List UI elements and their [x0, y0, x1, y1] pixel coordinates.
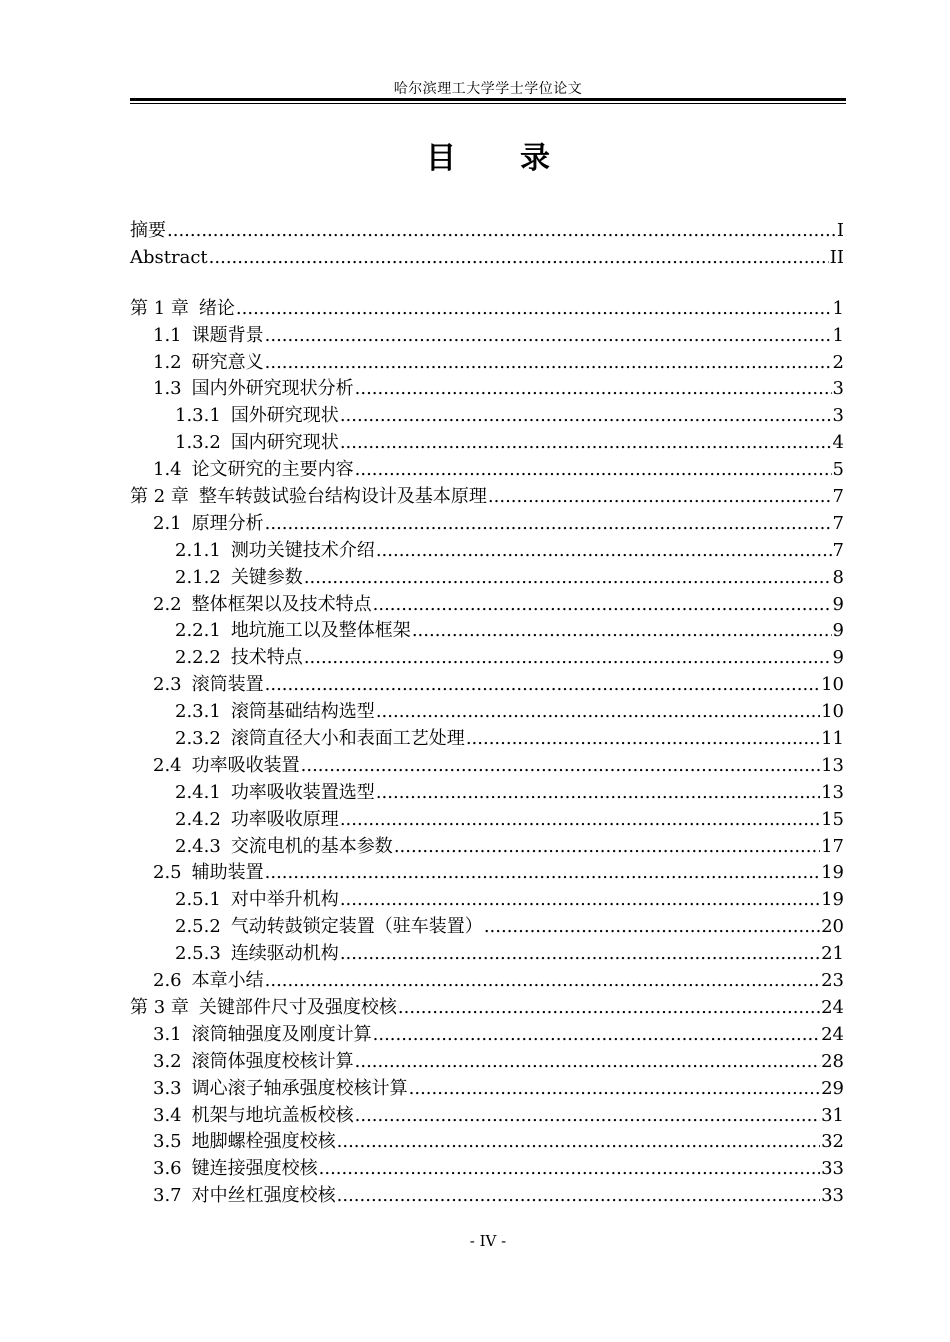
toc-entry[interactable] [130, 834, 844, 861]
toc-entry-text: 交流电机的基本参数 [230, 835, 393, 857]
toc-entry-number: 3.5 [153, 1131, 182, 1153]
toc-page-number: 1 [832, 324, 844, 346]
toc-entry-label [175, 941, 339, 968]
toc-entry-label [153, 457, 354, 484]
toc-leader-dots [355, 457, 832, 484]
toc-entry-label [175, 807, 339, 834]
toc-page-number: 5 [832, 459, 844, 481]
toc-entry[interactable] [130, 457, 844, 484]
toc-entry-number: 2.6 [153, 970, 182, 992]
toc-page-number: 19 [821, 889, 844, 911]
page-number-footer: - IV - [469, 1232, 507, 1250]
toc-leader-dots [265, 323, 832, 350]
toc-entry-text: 滚筒体强度校核计算 [191, 1050, 354, 1072]
toc-entry-number: 2.5.3 [175, 943, 221, 965]
toc-entry-text: 功率吸收装置选型 [230, 781, 375, 803]
toc-leader-dots [319, 1156, 820, 1183]
toc-entry[interactable] [130, 1156, 844, 1183]
toc-entry-number: 2.1.1 [175, 539, 221, 561]
toc-entry-text: 地脚螺栓强度校核 [191, 1131, 336, 1153]
toc-leader-dots [340, 403, 832, 430]
toc-entry-label: Abstract [130, 246, 208, 268]
toc-entry-label [153, 592, 372, 619]
toc-entry[interactable] [130, 430, 844, 457]
toc-entry-text: 论文研究的主要内容 [191, 459, 354, 481]
toc-entry-number: 3.1 [153, 1023, 182, 1045]
toc-page-number: 4 [832, 432, 844, 454]
toc-leader-dots [265, 968, 820, 995]
toc-page-number: 3 [832, 405, 844, 427]
toc-entry-label [175, 538, 375, 565]
header-rule-thick [130, 98, 846, 101]
toc-entry-number: 2.3.2 [175, 728, 221, 750]
header-rule-thin [130, 103, 846, 104]
toc-entry-label [153, 1129, 336, 1156]
toc-entry-text: 对中丝杠强度校核 [191, 1185, 336, 1207]
toc-entry-number: 1.3.2 [175, 432, 221, 454]
toc-entry-number: 2.3 [153, 674, 182, 696]
toc-entry[interactable] [130, 565, 844, 592]
toc-entry-number: 2.4 [153, 754, 182, 776]
table-of-contents [130, 218, 844, 1210]
toc-leader-dots [340, 430, 832, 457]
toc-leader-dots [376, 780, 820, 807]
toc-leader-dots [265, 672, 820, 699]
toc-entry-label [153, 672, 264, 699]
toc-entry-text: 气动转鼓锁定装置（驻车装置） [230, 916, 483, 938]
toc-entry-number: 2.2 [153, 593, 182, 615]
toc-entry-label [175, 645, 303, 672]
toc-entry-text: 连续驱动机构 [230, 943, 339, 965]
toc-entry-number: 1.4 [153, 459, 182, 481]
toc-leader-dots [209, 245, 829, 272]
toc-entry[interactable] [130, 1103, 844, 1130]
toc-entry-text: 国外研究现状 [230, 405, 339, 427]
toc-entry[interactable] [130, 350, 844, 377]
toc-spacer [130, 272, 844, 296]
toc-entry-text: 对中举升机构 [230, 889, 339, 911]
toc-entry-text: 功率吸收装置 [191, 754, 300, 776]
toc-page-number: 7 [832, 539, 844, 561]
toc-entry-number: 2.3.1 [175, 701, 221, 723]
toc-entry-label [153, 1103, 354, 1130]
toc-entry-text: 辅助装置 [191, 862, 264, 884]
toc-leader-dots [265, 511, 832, 538]
toc-leader-dots [167, 218, 836, 245]
toc-entry[interactable] [130, 323, 844, 350]
toc-page-number: 20 [821, 916, 844, 938]
toc-entry-label [153, 1156, 318, 1183]
toc-entry-label [175, 403, 339, 430]
toc-leader-dots [340, 941, 820, 968]
toc-page-number: 17 [821, 835, 844, 857]
toc-leader-dots [355, 1103, 820, 1130]
toc-entry-label [153, 511, 264, 538]
toc-leader-dots [236, 296, 832, 323]
toc-entry-number: 2.1 [153, 512, 182, 534]
toc-entry[interactable] [130, 1129, 844, 1156]
toc-entry-label [153, 1022, 372, 1049]
toc-entry-label [175, 430, 339, 457]
toc-page-number: 24 [821, 1023, 844, 1045]
toc-entry-text: 测功关键技术介绍 [230, 539, 375, 561]
toc-page-number: 8 [832, 566, 844, 588]
toc-entries [130, 296, 844, 1210]
toc-entry-label [175, 914, 483, 941]
toc-page-number: 9 [832, 620, 844, 642]
toc-leader-dots [337, 1129, 820, 1156]
toc-entry[interactable] [130, 726, 844, 753]
toc-entry-text: 整体框架以及技术特点 [191, 593, 372, 615]
toc-entry-number: 3.3 [153, 1077, 182, 1099]
toc-entry[interactable] [130, 618, 844, 645]
toc-leader-dots [340, 887, 820, 914]
toc-leader-dots [466, 726, 820, 753]
toc-entry-number: 3.2 [153, 1050, 182, 1072]
toc-page-number: I [836, 220, 844, 241]
toc-page-number: 2 [832, 351, 844, 373]
toc-page-number: 31 [821, 1104, 844, 1126]
toc-entry-text: 调心滚子轴承强度校核计算 [191, 1077, 408, 1099]
toc-entry-text: 本章小结 [191, 970, 264, 992]
toc-leader-dots [337, 1183, 820, 1210]
toc-entry-text: 关键参数 [230, 566, 303, 588]
toc-page-number: 3 [832, 378, 844, 400]
toc-title-char-1: 目 [426, 141, 456, 176]
toc-entry-number: 2.4.3 [175, 835, 221, 857]
toc-entry-label [175, 834, 393, 861]
toc-entry-number: 2.2.1 [175, 620, 221, 642]
toc-entry[interactable] [130, 403, 844, 430]
toc-entry-label [175, 726, 465, 753]
toc-entry-number: 第 1 章 [130, 297, 189, 319]
toc-entry-label [153, 1183, 336, 1210]
toc-entry-number: 3.6 [153, 1158, 182, 1180]
toc-entry-number: 1.3 [153, 378, 182, 400]
toc-entry-label [153, 968, 264, 995]
toc-entry-number: 1.1 [153, 324, 182, 346]
toc-entry-text: 国内外研究现状分析 [191, 378, 354, 400]
toc-entry[interactable] [130, 1049, 844, 1076]
toc-entry-label [175, 699, 375, 726]
toc-entry-number: 2.1.2 [175, 566, 221, 588]
toc-page-number: 9 [832, 647, 844, 669]
toc-leader-dots [373, 1022, 820, 1049]
toc-entry-number: 2.4.1 [175, 781, 221, 803]
toc-leader-dots [304, 645, 832, 672]
toc-entry-text: 原理分析 [191, 512, 264, 534]
toc-entry-label: 摘要 [130, 220, 166, 241]
toc-entry-number: 2.4.2 [175, 808, 221, 830]
toc-entry[interactable] [130, 538, 844, 565]
toc-leader-dots [301, 753, 820, 780]
toc-entry[interactable] [130, 484, 844, 511]
toc-entry-number: 2.5.1 [175, 889, 221, 911]
toc-entry[interactable] [130, 672, 844, 699]
toc-page-number: 33 [821, 1158, 844, 1180]
toc-page-number: 33 [821, 1185, 844, 1207]
toc-entry-text: 滚筒基础结构选型 [230, 701, 375, 723]
toc-leader-dots [484, 914, 820, 941]
toc-entry-number: 3.4 [153, 1104, 182, 1126]
toc-title [130, 133, 846, 177]
toc-entry[interactable] [130, 1022, 844, 1049]
toc-entry-text: 研究意义 [191, 351, 264, 373]
toc-page-number: 15 [821, 808, 844, 830]
toc-page-number: II [829, 246, 844, 268]
page-header: 哈尔滨理工大学学士学位论文 [393, 81, 583, 97]
toc-entry-label [153, 1076, 408, 1103]
toc-leader-dots [373, 592, 832, 619]
toc-entry-number: 3.7 [153, 1185, 182, 1207]
toc-entry-text: 滚筒直径大小和表面工艺处理 [230, 728, 465, 750]
toc-entry-text: 地坑施工以及整体框架 [230, 620, 411, 642]
toc-entry-label [175, 618, 411, 645]
toc-entry[interactable] [130, 887, 844, 914]
toc-page-number: 32 [821, 1131, 844, 1153]
toc-entry-text: 国内研究现状 [230, 432, 339, 454]
toc-entry-number: 第 2 章 [130, 486, 189, 508]
toc-entry-text: 滚筒装置 [191, 674, 264, 696]
toc-leader-dots [376, 538, 832, 565]
toc-entry-text: 绪论 [198, 297, 235, 319]
toc-page-number: 19 [821, 862, 844, 884]
toc-page-number: 7 [832, 512, 844, 534]
toc-leader-dots [304, 565, 832, 592]
toc-leader-dots [412, 618, 832, 645]
toc-entry-label [130, 995, 397, 1022]
toc-entry[interactable] [130, 1076, 844, 1103]
toc-entry-label [153, 323, 264, 350]
toc-entry[interactable] [130, 968, 844, 995]
toc-page-number: 13 [821, 781, 844, 803]
toc-entry-text: 键连接强度校核 [191, 1158, 318, 1180]
toc-entry[interactable] [130, 699, 844, 726]
toc-entry-text: 课题背景 [191, 324, 264, 346]
toc-entry[interactable] [130, 860, 844, 887]
toc-entry-label [153, 860, 264, 887]
toc-entry[interactable] [130, 376, 844, 403]
toc-entry-text: 关键部件尺寸及强度校核 [198, 996, 397, 1018]
toc-leader-dots [355, 1049, 820, 1076]
toc-entry-abstract-cn[interactable] [130, 218, 844, 245]
toc-entry[interactable] [130, 807, 844, 834]
toc-entry[interactable] [130, 995, 844, 1022]
toc-entry[interactable] [130, 914, 844, 941]
toc-leader-dots [340, 807, 820, 834]
toc-leader-dots [488, 484, 832, 511]
toc-entry[interactable] [130, 645, 844, 672]
toc-page-number: 10 [821, 701, 844, 723]
toc-page-number: 23 [821, 970, 844, 992]
toc-page-number: 21 [821, 943, 844, 965]
toc-page-number: 10 [821, 674, 844, 696]
toc-entry-number: 2.5.2 [175, 916, 221, 938]
toc-entry-text: 功率吸收原理 [230, 808, 339, 830]
toc-page-number: 28 [821, 1050, 844, 1072]
toc-leader-dots [265, 350, 832, 377]
toc-entry[interactable] [130, 1183, 844, 1210]
toc-leader-dots [355, 376, 832, 403]
toc-page-number: 24 [821, 996, 844, 1018]
toc-entry-label [153, 376, 354, 403]
toc-page-number: 1 [832, 297, 844, 319]
toc-title-char-2: 录 [520, 141, 550, 176]
toc-entry-text: 滚筒轴强度及刚度计算 [191, 1023, 372, 1045]
toc-entry-number: 1.2 [153, 351, 182, 373]
toc-page-number: 9 [832, 593, 844, 615]
toc-entry[interactable] [130, 780, 844, 807]
toc-entry-label [153, 1049, 354, 1076]
toc-entry-number: 1.3.1 [175, 405, 221, 427]
toc-entry-text: 整车转鼓试验台结构设计及基本原理 [198, 486, 487, 508]
toc-entry-label [130, 484, 487, 511]
toc-page-number: 29 [821, 1077, 844, 1099]
toc-leader-dots [409, 1076, 820, 1103]
toc-entry-label [153, 350, 264, 377]
toc-entry-number: 2.2.2 [175, 647, 221, 669]
toc-page-number: 7 [832, 486, 844, 508]
toc-leader-dots [376, 699, 820, 726]
toc-entry[interactable] [130, 511, 844, 538]
toc-entry-number: 2.5 [153, 862, 182, 884]
toc-entry-label [153, 753, 300, 780]
toc-entry-abstract-en[interactable] [130, 245, 844, 272]
toc-entry-label [175, 565, 303, 592]
toc-leader-dots [394, 834, 820, 861]
toc-entry[interactable] [130, 941, 844, 968]
toc-entry-text: 技术特点 [230, 647, 303, 669]
toc-page-number: 11 [821, 728, 844, 750]
toc-entry-label [130, 296, 235, 323]
toc-entry-label [175, 887, 339, 914]
toc-entry[interactable] [130, 592, 844, 619]
toc-leader-dots [265, 860, 820, 887]
toc-entry-number: 第 3 章 [130, 996, 189, 1018]
toc-entry-label [175, 780, 375, 807]
toc-entry[interactable] [130, 296, 844, 323]
toc-page-number: 13 [821, 754, 844, 776]
toc-leader-dots [398, 995, 820, 1022]
toc-entry-text: 机架与地坑盖板校核 [191, 1104, 354, 1126]
toc-entry[interactable] [130, 753, 844, 780]
